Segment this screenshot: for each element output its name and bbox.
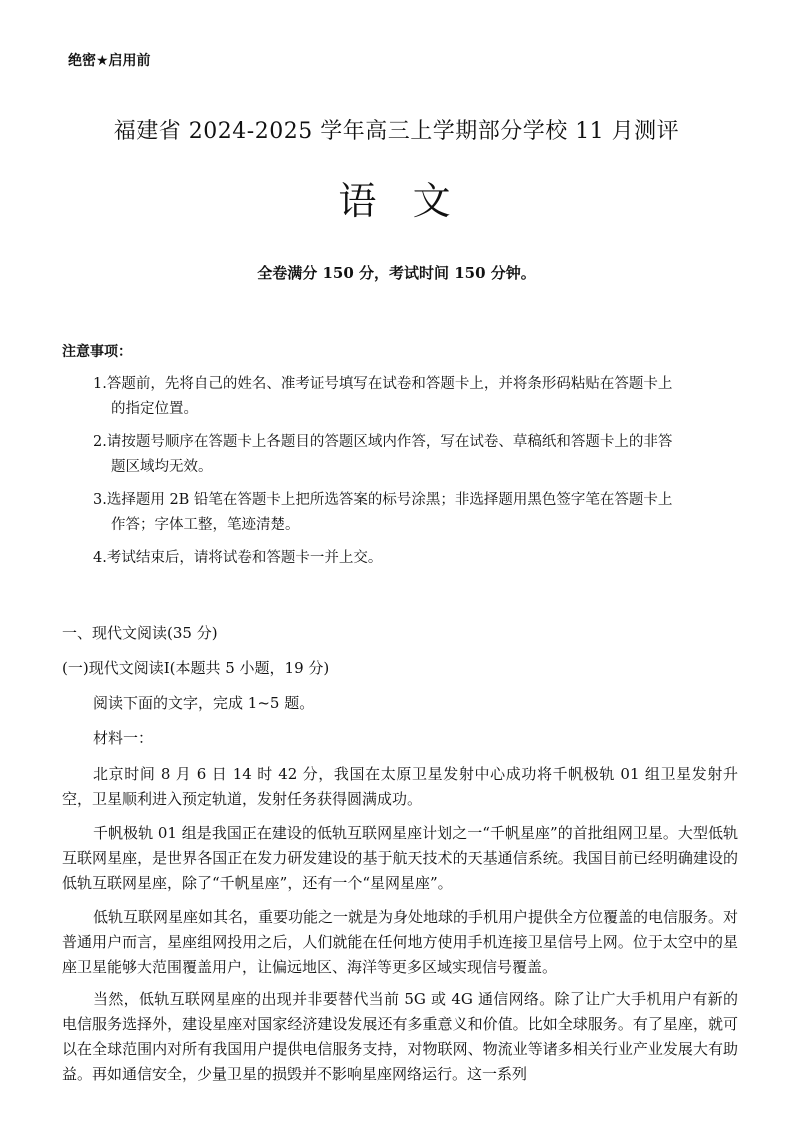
score-info: 全卷满分 150 分，考试时间 150 分钟。	[257, 264, 536, 282]
notice-heading: 注意事项：	[62, 344, 132, 360]
notice-item-line2: 的指定位置。	[111, 401, 198, 417]
exam-title: 福建省 2024-2025 学年高三上学期部分学校 11 月测评	[113, 119, 680, 144]
notice-item-line1: 1.答题前，先将自己的姓名、准考证号填写在试卷和答题卡上，并将条形码粘贴在答题卡上	[93, 376, 673, 392]
notice-item	[93, 546, 738, 571]
paragraph: 千帆极轨 01 组是我国正在建设的低轨互联网星座计划之一“千帆星座”的首批组网卫星。大型低轨互联网星座，是世界各国正在发力研发建设的基于航天技术的天基通信系统。我国目前已经明确建设的低轨互联网星座，除了“千帆星座”，还有一个“星网星座”。	[62, 824, 738, 892]
notice-item-line1: 4.考试结束后，请将试卷和答题卡一并上交。	[93, 550, 383, 566]
reading-instruction: 阅读下面的文字，完成 1~5 题。	[93, 694, 315, 712]
notice-item-line1: 3.选择题用 2B 铅笔在答题卡上把所选答案的标号涂黑；非选择题用黑色签字笔在答题卡上	[93, 492, 673, 508]
section-heading: 一、现代文阅读(35 分)	[62, 624, 218, 642]
material-label: 材料一：	[93, 729, 154, 747]
paragraph: 低轨互联网星座如其名，重要功能之一就是为身处地球的手机用户提供全方位覆盖的电信服务。对普通用户而言，星座组网投用之后，人们就能在任何地方使用手机连接卫星信号上网。位于太空中的星座卫星能够大范围覆盖用户，让偏远地区、海洋等更多区域实现信号覆盖。	[62, 908, 739, 976]
notice-item	[93, 488, 738, 538]
notice-item	[93, 372, 738, 422]
notice-item	[93, 430, 738, 480]
notice-item-line2: 题区域均无效。	[111, 459, 213, 475]
secret-mark: 绝密★启用前	[68, 53, 151, 69]
paragraph: 当然，低轨互联网星座的出现并非要替代当前 5G 或 4G 通信网络。除了让广大手机用户有新的电信服务选择外，建设星座对国家经济建设发展还有多重意义和价值。比如全球服务。有了星座，就可以在全球范围内对所有我国用户提供电信服务支持，对物联网、物流业等诸多相关行业产业发展大有助益。再如通信安全，少量卫星的损毁并不影响星座网络运行。这一系列	[62, 990, 738, 1083]
paragraph: 北京时间 8 月 6 日 14 时 42 分，我国在太原卫星发射中心成功将千帆极轨 01 组卫星发射升空，卫星顺利进入预定轨道，发射任务获得圆满成功。	[62, 765, 738, 808]
subsection-heading: (一)现代文阅读Ⅰ(本题共 5 小题，19 分)	[62, 659, 330, 677]
notice-item-line1: 2.请按题号顺序在答题卡上各题目的答题区域内作答，写在试卷、草稿纸和答题卡上的非答	[93, 434, 673, 450]
subject-title: 语 文	[338, 179, 455, 223]
notice-item-line2: 作答；字体工整，笔迹清楚。	[111, 517, 300, 533]
